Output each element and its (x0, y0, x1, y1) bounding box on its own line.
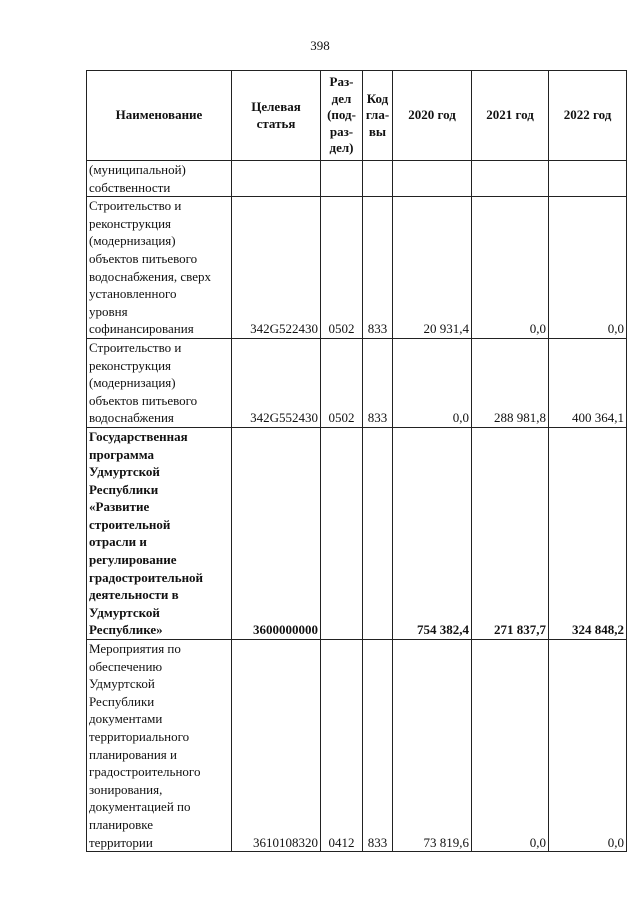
cell-2022: 324 848,2 (549, 427, 627, 639)
cell-name: Строительство и реконструкция (модернизация) объектов питьевого водоснабжения (87, 338, 232, 427)
cell-2020: 20 931,4 (393, 197, 472, 339)
cell-target: 342G522430 (232, 197, 321, 339)
cell-code: 833 (363, 338, 393, 427)
cell-section (321, 427, 363, 639)
table-row (87, 427, 627, 639)
cell-2022: 0,0 (549, 197, 627, 339)
cell-target (232, 161, 321, 197)
cell-target: 3600000000 (232, 427, 321, 639)
header-code: Код гла- вы (363, 71, 393, 161)
cell-section: 0502 (321, 197, 363, 339)
cell-2020: 73 819,6 (393, 640, 472, 852)
cell-target: 3610108320 (232, 640, 321, 852)
header-2020: 2020 год (393, 71, 472, 161)
cell-2020: 0,0 (393, 338, 472, 427)
page-number: 398 (310, 38, 330, 53)
cell-name: (муниципальной) собственности (87, 161, 232, 197)
cell-2020 (393, 161, 472, 197)
table-row (87, 161, 627, 197)
cell-2021 (472, 161, 549, 197)
budget-table (86, 70, 627, 852)
cell-2022: 0,0 (549, 640, 627, 852)
cell-name: Строительство и реконструкция (модернизация) объектов питьевого водоснабжения, сверх установленного уровня софинансирования (87, 197, 232, 339)
cell-2022: 400 364,1 (549, 338, 627, 427)
table-row (87, 640, 627, 852)
cell-section (321, 161, 363, 197)
cell-code (363, 161, 393, 197)
cell-2021: 288 981,8 (472, 338, 549, 427)
cell-name: Государственная программа Удмуртской Республики «Развитие строительной отрасли и регулирование градостроительной деятельности в Удмуртской Республике» (87, 427, 232, 639)
table-header-row (87, 71, 627, 161)
cell-2021: 271 837,7 (472, 427, 549, 639)
cell-target: 342G552430 (232, 338, 321, 427)
cell-section: 0502 (321, 338, 363, 427)
header-section: Раз- дел (под- раз- дел) (321, 71, 363, 161)
table-row (87, 197, 627, 339)
cell-2021: 0,0 (472, 640, 549, 852)
header-2021: 2021 год (472, 71, 549, 161)
cell-section: 0412 (321, 640, 363, 852)
cell-code: 833 (363, 640, 393, 852)
header-name: Наименование (87, 71, 232, 161)
header-target: Целевая статья (232, 71, 321, 161)
cell-name: Мероприятия по обеспечению Удмуртской Республики документами территориального планирования и градостроительного зонирования, документацией по планировке территории (87, 640, 232, 852)
cell-2021: 0,0 (472, 197, 549, 339)
header-2022: 2022 год (549, 71, 627, 161)
cell-2020: 754 382,4 (393, 427, 472, 639)
cell-2022 (549, 161, 627, 197)
cell-code (363, 427, 393, 639)
table-row (87, 338, 627, 427)
cell-code: 833 (363, 197, 393, 339)
